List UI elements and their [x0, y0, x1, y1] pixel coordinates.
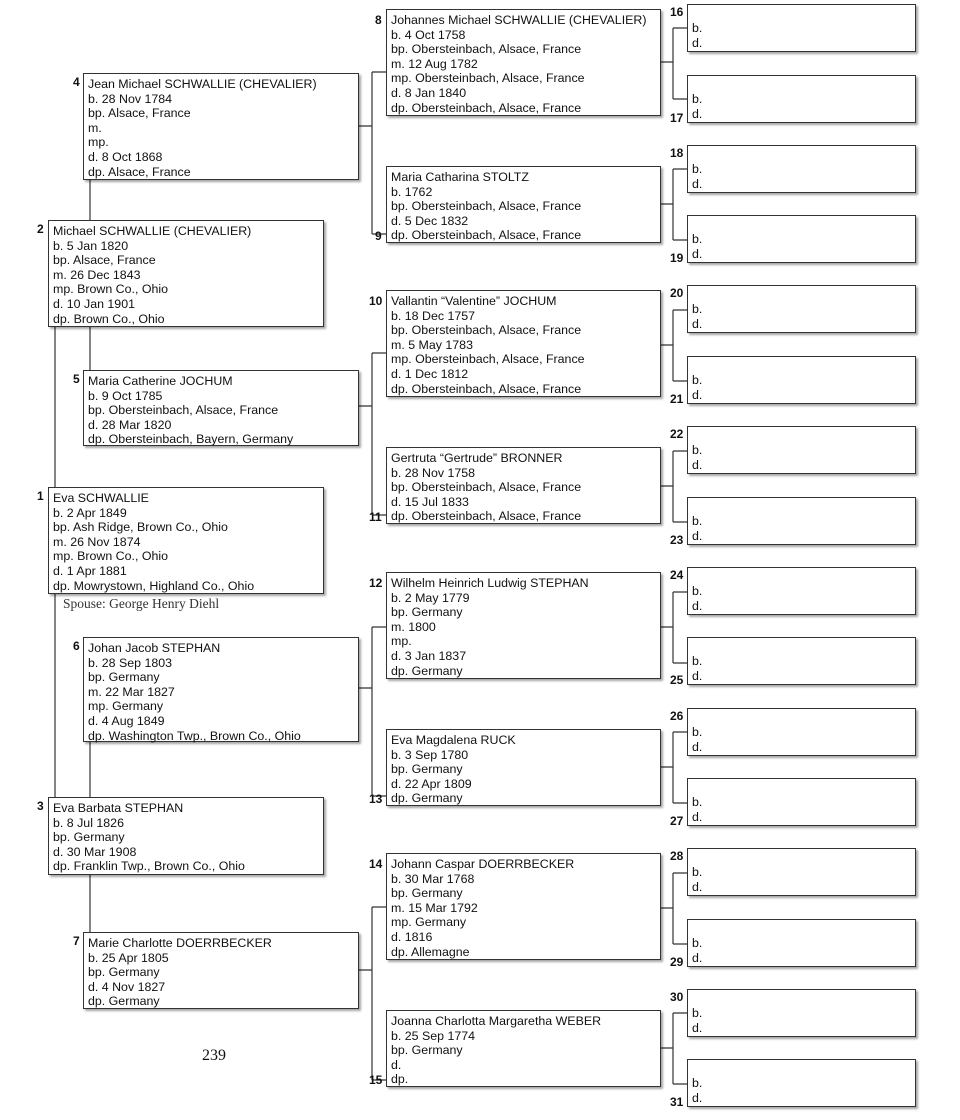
death-label: d. — [692, 739, 703, 754]
person-detail: bp. Obersteinbach, Alsace, France — [88, 403, 279, 418]
person-22-number: 22 — [670, 427, 684, 441]
person-name: Eva Barbata STEPHAN — [53, 801, 184, 815]
death-label: d. — [692, 1020, 703, 1035]
person-detail: m. 5 May 1783 — [391, 337, 473, 352]
person-box-20[interactable] — [687, 285, 916, 333]
person-17-number: 17 — [670, 111, 684, 125]
person-detail: mp. Obersteinbach, Alsace, France — [391, 352, 585, 367]
person-detail: b. 1762 — [391, 184, 433, 199]
person-name: Joanna Charlotta Margaretha WEBER — [391, 1014, 602, 1028]
person-1-number: 1 — [37, 489, 44, 503]
person-detail: mp. Obersteinbach, Alsace, France — [391, 71, 585, 86]
person-detail: d. 8 Jan 1840 — [391, 85, 467, 100]
person-18-number: 18 — [670, 146, 684, 160]
spouse-note: Spouse: George Henry Diehl — [63, 596, 220, 611]
person-14-number: 14 — [369, 857, 383, 871]
person-detail: dp. Washington Twp., Brown Co., Ohio — [88, 728, 301, 743]
person-detail: mp. Brown Co., Ohio — [53, 282, 169, 297]
person-19-number: 19 — [670, 251, 684, 265]
person-26-number: 26 — [670, 709, 684, 723]
person-name: Maria Catherine JOCHUM — [88, 374, 233, 388]
birth-label: b. — [692, 514, 703, 528]
person-detail: bp. Obersteinbach, Alsace, France — [391, 480, 582, 495]
person-box-5[interactable] — [83, 370, 359, 446]
person-detail: dp. Franklin Twp., Brown Co., Ohio — [53, 859, 245, 874]
birth-label: b. — [692, 1076, 703, 1090]
person-29-number: 29 — [670, 955, 684, 969]
person-detail: b. 28 Sep 1803 — [88, 655, 173, 670]
person-detail: bp. Obersteinbach, Alsace, France — [391, 323, 582, 338]
person-detail: b. 28 Nov 1758 — [391, 465, 476, 480]
person-box-13[interactable] — [386, 729, 661, 806]
death-label: d. — [692, 457, 703, 472]
death-label: d. — [692, 316, 703, 331]
person-20-number: 20 — [670, 286, 684, 300]
person-box-14[interactable] — [386, 853, 661, 960]
person-detail: dp. Brown Co., Ohio — [53, 311, 165, 326]
person-detail: bp. Obersteinbach, Alsace, France — [391, 199, 582, 214]
person-detail: b. 25 Sep 1774 — [391, 1028, 476, 1043]
death-label: d. — [692, 598, 703, 613]
person-name: Jean Michael SCHWALLIE (CHEVALIER) — [88, 77, 317, 91]
birth-label: b. — [692, 584, 703, 598]
person-name: Eva SCHWALLIE — [53, 491, 149, 505]
person-box-1[interactable] — [48, 487, 324, 594]
person-name: Wilhelm Heinrich Ludwig STEPHAN — [391, 576, 589, 590]
person-detail: dp. Alsace, France — [88, 164, 191, 179]
person-31-number: 31 — [670, 1095, 684, 1109]
person-detail: dp. Allemagne — [391, 944, 470, 959]
person-detail: bp. Germany — [53, 830, 125, 845]
death-label: d. — [692, 668, 703, 683]
person-detail: bp. Germany — [391, 886, 463, 901]
person-detail: mp. Germany — [391, 915, 467, 930]
birth-label: b. — [692, 21, 703, 35]
person-box-4[interactable] — [83, 73, 359, 180]
person-name: Johannes Michael SCHWALLIE (CHEVALIER) — [391, 13, 647, 27]
person-detail: dp. Germany — [391, 663, 463, 678]
person-detail: dp. Obersteinbach, Bayern, Germany — [88, 432, 294, 447]
person-24-number: 24 — [670, 568, 684, 582]
person-box-19[interactable] — [687, 215, 916, 263]
person-detail: dp. Germany — [391, 791, 463, 806]
person-detail: dp. Obersteinbach, Alsace, France — [391, 381, 582, 396]
person-box-25[interactable] — [687, 637, 916, 685]
person-12-number: 12 — [369, 576, 383, 590]
person-detail: d. — [391, 1057, 402, 1072]
person-box-10[interactable] — [386, 290, 661, 397]
birth-label: b. — [692, 373, 703, 387]
person-detail: m. 12 Aug 1782 — [391, 56, 478, 71]
person-8-number: 8 — [375, 13, 382, 27]
person-detail: b. 5 Jan 1820 — [53, 238, 129, 253]
birth-label: b. — [692, 1006, 703, 1020]
person-box-16[interactable] — [687, 4, 916, 52]
person-box-27[interactable] — [687, 778, 916, 826]
person-detail: mp. Germany — [88, 699, 164, 714]
person-detail: bp. Alsace, France — [88, 106, 191, 121]
person-detail: bp. Germany — [88, 965, 160, 980]
person-detail: m. 22 Mar 1827 — [88, 684, 175, 699]
person-5-number: 5 — [73, 372, 80, 386]
person-detail: m. 1800 — [391, 619, 436, 634]
birth-label: b. — [692, 865, 703, 879]
person-detail: d. 8 Oct 1868 — [88, 149, 163, 164]
birth-label: b. — [692, 302, 703, 316]
person-detail: m. — [88, 120, 102, 135]
person-detail: m. 26 Dec 1843 — [53, 267, 141, 282]
death-label: d. — [692, 1090, 703, 1105]
person-box-3[interactable] — [48, 797, 324, 875]
person-detail: m. 26 Nov 1874 — [53, 534, 141, 549]
death-label: d. — [692, 106, 703, 121]
person-detail: bp. Ash Ridge, Brown Co., Ohio — [53, 520, 228, 535]
person-2-number: 2 — [37, 222, 44, 236]
person-box-29[interactable] — [687, 919, 916, 967]
person-11-number: 11 — [369, 510, 382, 524]
person-detail: bp. Germany — [391, 605, 463, 620]
person-25-number: 25 — [670, 673, 684, 687]
connector-6-1213 — [359, 627, 386, 796]
birth-label: b. — [692, 162, 703, 176]
birth-label: b. — [692, 232, 703, 246]
person-detail: d. 1816 — [391, 929, 433, 944]
person-detail: d. 30 Mar 1908 — [53, 844, 137, 859]
person-detail: dp. Obersteinbach, Alsace, France — [391, 228, 582, 243]
person-10-number: 10 — [369, 294, 383, 308]
person-box-15[interactable] — [386, 1010, 661, 1087]
person-detail: dp. — [391, 1072, 409, 1087]
death-label: d. — [692, 387, 703, 402]
person-30-number: 30 — [670, 990, 684, 1004]
person-16-number: 16 — [670, 5, 684, 19]
person-name: Maria Catharina STOLTZ — [391, 170, 529, 184]
person-detail: mp. Brown Co., Ohio — [53, 549, 169, 564]
person-7-number: 7 — [73, 934, 80, 948]
person-detail: b. 18 Dec 1757 — [391, 308, 476, 323]
death-label: d. — [692, 950, 703, 965]
person-name: Vallantin “Valentine” JOCHUM — [391, 294, 557, 308]
person-detail: d. 4 Aug 1849 — [88, 713, 165, 728]
person-detail: d. 22 Apr 1809 — [391, 776, 472, 791]
person-detail: bp. Obersteinbach, Alsace, France — [391, 42, 582, 57]
birth-label: b. — [692, 725, 703, 739]
person-detail: m. 15 Mar 1792 — [391, 900, 478, 915]
birth-label: b. — [692, 795, 703, 809]
person-detail: bp. Germany — [88, 670, 160, 685]
person-6-number: 6 — [73, 639, 80, 653]
person-box-8[interactable] — [386, 9, 661, 116]
birth-label: b. — [692, 936, 703, 950]
person-detail: b. 9 Oct 1785 — [88, 388, 163, 403]
person-detail: d. 1 Apr 1881 — [53, 563, 127, 578]
person-detail: mp. — [391, 634, 412, 649]
person-box-18[interactable] — [687, 145, 916, 193]
birth-label: b. — [692, 654, 703, 668]
person-box-30[interactable] — [687, 989, 916, 1037]
person-detail: dp. Germany — [88, 994, 160, 1009]
person-3-number: 3 — [37, 799, 44, 813]
connector-5-1011 — [359, 353, 386, 515]
death-label: d. — [692, 246, 703, 261]
person-detail: b. 4 Oct 1758 — [391, 27, 466, 42]
person-detail: b. 2 Apr 1849 — [53, 505, 127, 520]
person-28-number: 28 — [670, 849, 684, 863]
person-box-24[interactable] — [687, 567, 916, 615]
person-box-12[interactable] — [386, 572, 661, 679]
person-detail: dp. Mowrystown, Highland Co., Ohio — [53, 578, 255, 593]
person-detail: d. 10 Jan 1901 — [53, 296, 135, 311]
person-9-number: 9 — [375, 229, 382, 243]
person-box-7[interactable] — [83, 932, 359, 1009]
connector-7-1415 — [359, 907, 386, 1080]
person-detail: d. 15 Jul 1833 — [391, 494, 469, 509]
connector-4-89 — [359, 72, 386, 234]
person-23-number: 23 — [670, 533, 684, 547]
person-detail: d. 3 Jan 1837 — [391, 648, 467, 663]
person-box-2[interactable] — [48, 220, 324, 327]
person-detail: dp. Obersteinbach, Alsace, France — [391, 100, 582, 115]
person-detail: bp. Germany — [391, 762, 463, 777]
birth-label: b. — [692, 443, 703, 457]
birth-label: b. — [692, 92, 703, 106]
person-box-11[interactable] — [386, 447, 661, 524]
person-name: Johan Jacob STEPHAN — [88, 641, 221, 655]
death-label: d. — [692, 809, 703, 824]
person-box-6[interactable] — [83, 637, 359, 742]
person-name: Eva Magdalena RUCK — [391, 733, 516, 747]
person-detail: b. 25 Apr 1805 — [88, 950, 169, 965]
person-box-9[interactable] — [386, 166, 661, 243]
death-label: d. — [692, 528, 703, 543]
person-box-22[interactable] — [687, 426, 916, 474]
death-label: d. — [692, 879, 703, 894]
person-detail: dp. Obersteinbach, Alsace, France — [391, 509, 582, 524]
person-name: Gertruta “Gertrude” BRONNER — [391, 451, 563, 465]
person-detail: d. 28 Mar 1820 — [88, 417, 172, 432]
death-label: d. — [692, 35, 703, 50]
person-detail: mp. — [88, 135, 109, 150]
person-detail: b. 3 Sep 1780 — [391, 747, 469, 762]
person-detail: bp. Germany — [391, 1043, 463, 1058]
person-detail: b. 2 May 1779 — [391, 590, 470, 605]
person-box-26[interactable] — [687, 708, 916, 756]
person-21-number: 21 — [670, 392, 684, 406]
person-box-21[interactable] — [687, 356, 916, 404]
page-number: 239 — [202, 1047, 226, 1064]
person-detail: bp. Alsace, France — [53, 253, 156, 268]
person-detail: d. 4 Nov 1827 — [88, 979, 166, 994]
person-detail: b. 8 Jul 1826 — [53, 815, 124, 830]
death-label: d. — [692, 176, 703, 191]
person-name: Michael SCHWALLIE (CHEVALIER) — [53, 224, 252, 238]
person-box-28[interactable] — [687, 848, 916, 896]
person-detail: b. 28 Nov 1784 — [88, 91, 173, 106]
person-15-number: 15 — [369, 1073, 383, 1087]
person-27-number: 27 — [670, 814, 684, 828]
person-detail: d. 5 Dec 1832 — [391, 213, 469, 228]
person-13-number: 13 — [369, 792, 383, 806]
person-box-23[interactable] — [687, 497, 916, 545]
person-4-number: 4 — [73, 75, 80, 89]
person-box-31[interactable] — [687, 1059, 916, 1107]
person-name: Marie Charlotte DOERRBECKER — [88, 936, 272, 950]
person-name: Johann Caspar DOERRBECKER — [391, 857, 575, 871]
person-detail: d. 1 Dec 1812 — [391, 366, 469, 381]
person-detail: b. 30 Mar 1768 — [391, 871, 475, 886]
person-box-17[interactable] — [687, 75, 916, 123]
